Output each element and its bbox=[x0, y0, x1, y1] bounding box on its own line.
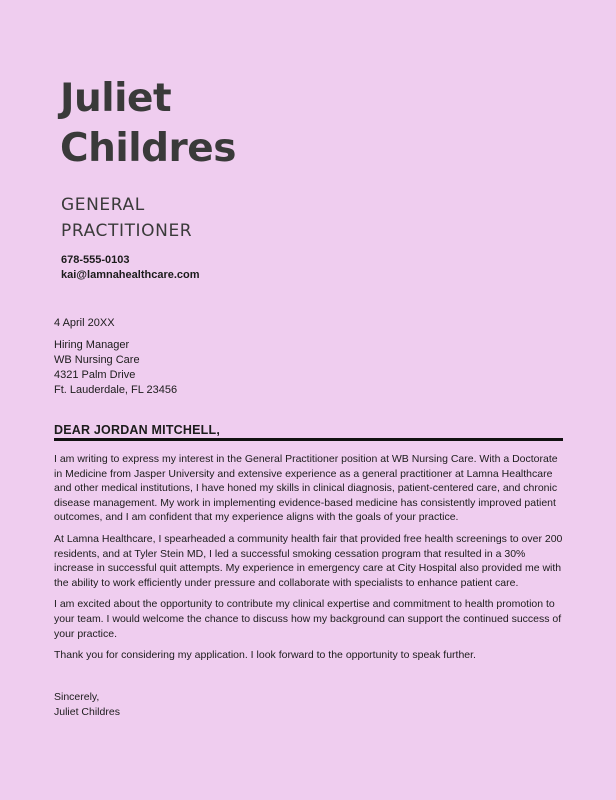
closing-block bbox=[54, 690, 120, 720]
recipient-address-block bbox=[54, 338, 177, 398]
closing-phrase: Sincerely, bbox=[54, 691, 100, 703]
divider-rule bbox=[54, 438, 563, 441]
signature: Juliet Childres bbox=[54, 706, 120, 718]
recipient-city: Ft. Lauderdale, FL 23456 bbox=[54, 384, 178, 396]
recipient-company: WB Nursing Care bbox=[54, 354, 140, 366]
letter-body bbox=[54, 452, 566, 670]
job-title bbox=[61, 192, 192, 244]
recipient-title: Hiring Manager bbox=[54, 339, 130, 351]
contact-info bbox=[61, 253, 200, 283]
body-paragraph: At Lamna Healthcare, I spearheaded a community health fair that provided free health screenings to over 200 residents, and at Tyler Stein MD, I led a successful smoking cessation program that resulted in a 30% increase in successful quit attempts. My experience in emergency care at City Hospital also provided me with the ability to work efficiently under pressure and collaborate with specialists to enhance patient care. bbox=[54, 532, 563, 589]
letter-date: 4 April 20XX bbox=[54, 317, 115, 329]
body-paragraph: I am writing to express my interest in the General Practitioner position at WB Nursing Care. With a Doctorate in Medicine from Jasper University and extensive experience as a general practitioner at Lamna Healthcare and other medical institutions, I have honed my skills in clinical diagnosis, patient-centered care, and chronic disease management. My work in implementing evidence-based medicine has consistently improved patient outcomes, and I am confident that my experience aligns with the goals of your practice. bbox=[54, 453, 558, 524]
job-title-line1: GENERAL bbox=[61, 195, 145, 215]
body-paragraph: I am excited about the opportunity to contribute my clinical expertise and commitment to health promotion to your team. I would welcome the chance to discuss how my background can support the continued success of your practice. bbox=[54, 598, 562, 640]
email-address: kai@lamnahealthcare.com bbox=[61, 269, 200, 281]
job-title-line2: PRACTITIONER bbox=[61, 221, 193, 241]
applicant-first-name: Juliet bbox=[60, 76, 172, 121]
body-paragraph: Thank you for considering my application. I look forward to the opportunity to speak further. bbox=[54, 649, 476, 662]
salutation: DEAR JORDAN MITCHELL, bbox=[54, 423, 221, 437]
phone-number: 678-555-0103 bbox=[61, 254, 130, 266]
recipient-street: 4321 Palm Drive bbox=[54, 369, 136, 381]
applicant-last-name: Childres bbox=[60, 126, 236, 171]
applicant-name bbox=[60, 74, 236, 174]
